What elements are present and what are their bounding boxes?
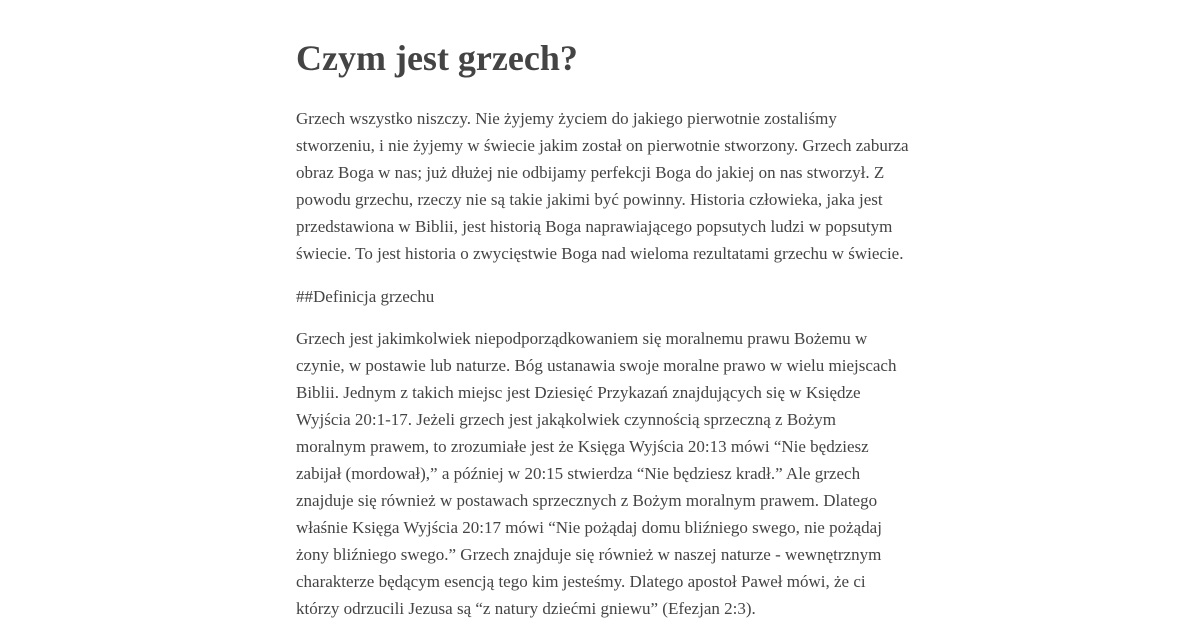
section-heading xyxy=(296,283,908,310)
paragraph-line: znajduje się również w postawach sprzecznych z Bożym moralnym prawem. Dlatego xyxy=(296,491,878,510)
paragraph-line: świecie. To jest historia o zwycięstwie Boga nad wieloma rezultatami grzechu w świecie. xyxy=(296,244,904,263)
paragraph-line: moralnym prawem, to zrozumiałe jest że Księga Wyjścia 20:13 mówi “Nie będziesz xyxy=(296,437,869,456)
page-title: Czym jest grzech? xyxy=(296,38,578,78)
paragraph-line: obraz Boga w nas; już dłużej nie odbijamy perfekcji Boga do jakiej on nas stworzył. Z xyxy=(296,163,885,182)
definition-paragraph xyxy=(296,325,908,622)
paragraph-line: Grzech wszystko niszczy. Nie żyjemy życiem do jakiego pierwotnie zostaliśmy xyxy=(296,109,837,128)
paragraph-line: powodu grzechu, rzeczy nie są takie jakimi być powinny. Historia człowieka, jaka jest xyxy=(296,190,883,209)
paragraph-line: zabijał (mordował),” a później w 20:15 stwierdza “Nie będziesz kradł.” Ale grzech xyxy=(296,464,861,483)
paragraph-line: czynie, w postawie lub naturze. Bóg ustanawia swoje moralne prawo w wielu miejscach xyxy=(296,356,897,375)
paragraph-line: Biblii. Jednym z takich miejsc jest Dziesięć Przykazań znajdujących się w Księdze xyxy=(296,383,861,402)
paragraph-line: stworzeniu, i nie żyjemy w świecie jakim został on pierwotnie stworzony. Grzech zaburza xyxy=(296,136,909,155)
paragraph-line: którzy odrzucili Jezusa są “z natury dziećmi gniewu” (Efezjan 2:3). xyxy=(296,599,756,618)
section-heading-text: ##Definicja grzechu xyxy=(296,287,435,306)
paragraph-line: właśnie Księga Wyjścia 20:17 mówi “Nie pożądaj domu bliźniego swego, nie pożądaj xyxy=(296,518,882,537)
article xyxy=(296,36,908,630)
paragraph-line: Grzech jest jakimkolwiek niepodporządkowaniem się moralnemu prawu Bożemu w xyxy=(296,329,868,348)
paragraph-line: przedstawiona w Biblii, jest historią Boga naprawiającego popsutych ludzi w popsutym xyxy=(296,217,893,236)
paragraph-line: Wyjścia 20:1-17. Jeżeli grzech jest jakąkolwiek czynnością sprzeczną z Bożym xyxy=(296,410,836,429)
intro-paragraph xyxy=(296,105,908,267)
paragraph-line: charakterze będącym esencją tego kim jesteśmy. Dlatego apostoł Paweł mówi, że ci xyxy=(296,572,866,591)
paragraph-line: żony bliźniego swego.” Grzech znajduje się również w naszej naturze - wewnętrznym xyxy=(296,545,882,564)
